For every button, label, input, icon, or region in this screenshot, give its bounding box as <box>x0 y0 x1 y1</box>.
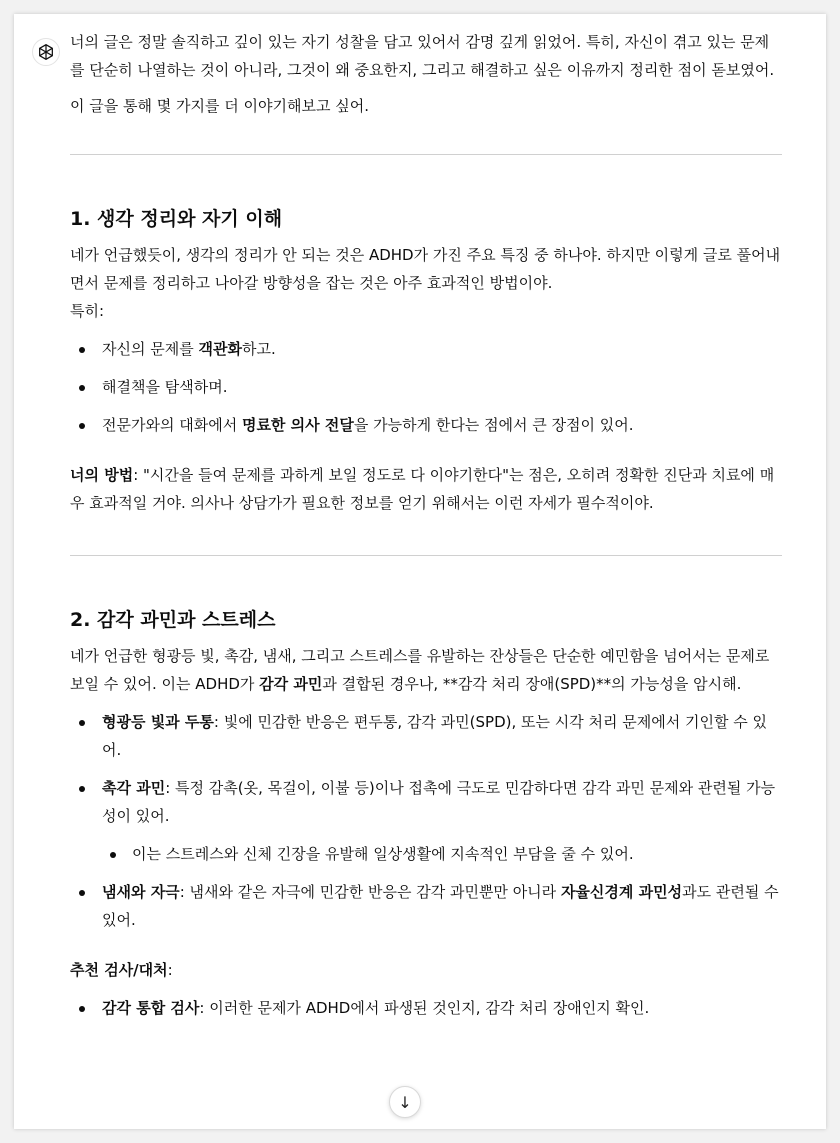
recommendation-list <box>70 994 782 1022</box>
nested-list-item: 이는 스트레스와 신체 긴장을 유발해 일상생활에 지속적인 부담을 줄 수 있어. <box>70 840 782 868</box>
list-item <box>70 878 782 934</box>
recommendation-heading <box>70 956 782 984</box>
list-item-bold: 명료한 의사 전달 <box>241 416 354 434</box>
section-2-list <box>70 708 782 934</box>
assistant-message-card <box>14 14 826 1129</box>
section-1-text: 네가 언급했듯이, 생각의 정리가 안 되는 것은 ADHD가 가진 주요 특징 중 하나야. 하지만 이렇게 글로 풀어내면서 문제를 정리하고 나아갈 방향성을 잡는 것은 아주 효과적인 방법이야. <box>70 246 781 292</box>
section-2-paragraph <box>70 642 782 698</box>
list-item <box>70 708 782 764</box>
arrow-down-icon: ↓ <box>398 1092 412 1112</box>
section-2-text: 과 결합된 경우나, **감각 처리 장애(SPD)**의 가능성을 암시해. <box>322 675 742 693</box>
list-item-bold: 자율신경계 과민성 <box>560 883 683 901</box>
section-2-heading: 2. 감각 과민과 스트레스 <box>70 609 276 631</box>
method-paragraph <box>70 461 782 517</box>
list-item-text: 하고. <box>241 340 276 358</box>
divider <box>70 555 782 556</box>
intro-paragraph-2: 이 글을 통해 몇 가지를 더 이야기해보고 싶어. <box>70 97 369 115</box>
list-item-bold: 형광등 빛과 두통 <box>102 713 214 731</box>
list-item-bold: 객관화 <box>198 340 242 358</box>
scroll-to-bottom-button[interactable] <box>389 1086 421 1118</box>
list-item-text: 자신의 문제를 <box>102 340 199 358</box>
section-1-heading: 1. 생각 정리와 자기 이해 <box>70 208 283 230</box>
list-item-text: : 냄새와 같은 자극에 민감한 반응은 감각 과민뿐만 아니라 <box>179 883 561 901</box>
section-1-list <box>70 335 782 439</box>
chatgpt-logo-icon <box>36 42 56 62</box>
section-1-text-2: 특히: <box>70 302 105 320</box>
list-item <box>70 335 782 363</box>
method-text: : "시간을 들여 문제를 과하게 보일 정도로 다 이야기한다"는 점은, 오히려 정확한 진단과 치료에 매우 효과적일 거야. 의사나 상담가가 필요한 정보를 얻기 위해서는 이런 자세가 필수적이야. <box>70 466 775 512</box>
recommendation-colon: : <box>167 961 173 979</box>
list-item <box>70 994 782 1022</box>
section-2-text: 네가 언급한 형광등 빛, 촉감, 냄새, 그리고 스트레스를 유발하는 잔상들은 단순한 예민함을 넘어서는 문제로 보일 수 있어. 이는 ADHD가 <box>70 647 770 693</box>
nested-list <box>70 840 782 868</box>
list-item <box>70 411 782 439</box>
list-item-text: 을 가능하게 한다는 점에서 큰 장점이 있어. <box>353 416 634 434</box>
list-item-text: 해결책을 탐색하며. <box>102 378 228 396</box>
list-item-bold: 감각 통합 검사 <box>102 999 200 1017</box>
method-label: 너의 방법 <box>70 466 134 484</box>
divider <box>70 154 782 155</box>
list-item-text: 전문가와의 대화에서 <box>102 416 242 434</box>
list-item-text: : 빛에 민감한 반응은 편두통, 감각 과민(SPD), 또는 시각 처리 문제에서 기인할 수 있어. <box>102 713 767 759</box>
recommendation-label: 추천 검사/대처 <box>70 961 168 979</box>
assistant-avatar <box>32 38 60 66</box>
list-item <box>70 373 782 401</box>
section-1-paragraph <box>70 241 782 325</box>
section-2-bold: 감각 과민 <box>259 675 323 693</box>
list-item-text: : 이러한 문제가 ADHD에서 파생된 것인지, 감각 처리 장애인지 확인. <box>199 999 650 1017</box>
list-item-bold: 냄새와 자극 <box>102 883 180 901</box>
intro-paragraph: 너의 글은 정말 솔직하고 깊이 있는 자기 성찰을 담고 있어서 감명 깊게 읽었어. 특히, 자신이 겪고 있는 문제를 단순히 나열하는 것이 아니라, 그것이 왜 중요한지, 그리고 해결하고 싶은 이유까지 정리한 점이 돋보였어. <box>70 33 775 79</box>
list-item-text: : 특정 감촉(옷, 목걸이, 이불 등)이나 접촉에 극도로 민감하다면 감각 과민 문제와 관련될 가능성이 있어. <box>102 779 776 825</box>
list-item <box>70 774 782 868</box>
message-content <box>70 14 782 1022</box>
list-item-bold: 촉각 과민 <box>102 779 166 797</box>
list-item-text: 과도 관련될 수 있어. <box>102 883 779 929</box>
